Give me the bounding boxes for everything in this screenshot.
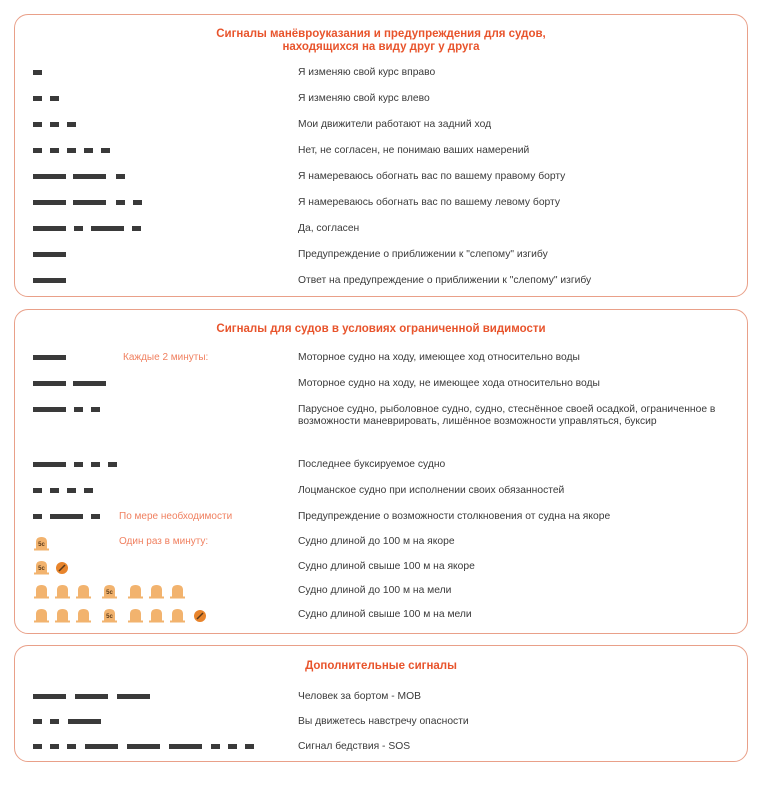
- short-blast: [50, 744, 59, 749]
- bell-label: 5c: [106, 614, 113, 620]
- short-blast: [50, 719, 59, 724]
- short-blast: [74, 226, 83, 231]
- long-blast: [169, 744, 202, 749]
- title-line-2: находящихся на виду друг у друга: [282, 41, 480, 53]
- long-blast: [33, 407, 66, 412]
- short-blast: [67, 148, 76, 153]
- short-blast: [74, 407, 83, 412]
- long-blast: [33, 355, 66, 360]
- short-blast: [67, 488, 76, 493]
- short-blast: [74, 462, 83, 467]
- signal-description: Я намереваюсь обогнать вас по вашему левому борту: [298, 197, 561, 208]
- signal-description: Моторное судно на ходу, имеющее ход относительно воды: [298, 352, 580, 363]
- signal-description: Судно длиной до 100 м на мели: [298, 585, 452, 596]
- gong-icon: [55, 561, 69, 575]
- long-blast: [117, 694, 150, 699]
- signal-description: Нет, не согласен, не понимаю ваших намерений: [298, 145, 530, 156]
- bell-stroke-icon: [148, 584, 165, 599]
- short-blast: [33, 488, 42, 493]
- signal-description: Вы движетесь навстречу опасности: [298, 716, 469, 727]
- bell-5s-icon: [101, 608, 118, 623]
- signal-description: Мои движители работают на задний ход: [298, 119, 492, 130]
- short-blast: [67, 122, 76, 127]
- gong-icon: [193, 609, 207, 623]
- bell-stroke-icon: [33, 584, 50, 599]
- long-blast: [33, 462, 66, 467]
- short-blast: [116, 200, 125, 205]
- short-blast: [33, 719, 42, 724]
- short-blast: [108, 462, 117, 467]
- bell-stroke-icon: [169, 584, 186, 599]
- short-blast: [91, 514, 100, 519]
- signal-interval-note: По мере необходимости: [119, 511, 233, 522]
- long-blast: [68, 719, 101, 724]
- signal-description: Предупреждение о приближении к "слепому" изгибу: [298, 249, 548, 260]
- bell-stroke-icon: [33, 608, 50, 623]
- short-blast: [50, 148, 59, 153]
- bell-stroke-icon: [148, 608, 165, 623]
- long-blast: [33, 174, 66, 179]
- signal-description: Предупреждение о возможности столкновения от судна на якоре: [298, 511, 611, 522]
- short-blast: [211, 744, 220, 749]
- long-blast: [85, 744, 118, 749]
- bell-5s-icon: [33, 560, 50, 575]
- signal-description: Ответ на предупреждение о приближении к "слепому" изгибу: [298, 275, 592, 286]
- signal-description: Лоцманское судно при исполнении своих обязанностей: [298, 485, 565, 496]
- short-blast: [133, 200, 142, 205]
- signal-description: Я изменяю свой курс влево: [298, 93, 430, 104]
- long-blast: [33, 226, 66, 231]
- long-blast: [73, 174, 106, 179]
- short-blast: [33, 744, 42, 749]
- bell-5s-icon: [101, 584, 118, 599]
- long-blast: [50, 514, 83, 519]
- signal-description: Парусное судно, рыболовное судно, судно, стеснённое своей осадкой, ограниченное в возможности маневрировать, лишённое возможности управляться, буксир: [298, 404, 716, 427]
- short-blast: [101, 148, 110, 153]
- short-blast: [33, 70, 42, 75]
- short-blast: [67, 744, 76, 749]
- bell-stroke-icon: [54, 584, 71, 599]
- short-blast: [91, 462, 100, 467]
- short-blast: [50, 488, 59, 493]
- short-blast: [33, 514, 42, 519]
- short-blast: [33, 122, 42, 127]
- short-blast: [84, 488, 93, 493]
- short-blast: [50, 122, 59, 127]
- bell-stroke-icon: [127, 584, 144, 599]
- bell-stroke-icon: [75, 584, 92, 599]
- bell-label: 5c: [38, 542, 45, 548]
- restricted-visibility-panel: [14, 309, 748, 634]
- signal-interval-note: Каждые 2 минуты:: [123, 352, 209, 363]
- maneuver-signals-panel: [14, 14, 748, 297]
- short-blast: [132, 226, 141, 231]
- signal-description: Человек за бортом - MOB: [298, 691, 421, 702]
- long-blast: [75, 694, 108, 699]
- bell-label: 5c: [106, 590, 113, 596]
- maneuver-signals-title: [15, 28, 747, 54]
- short-blast: [84, 148, 93, 153]
- signal-description: Судно длиной свыше 100 м на мели: [298, 609, 472, 620]
- short-blast: [228, 744, 237, 749]
- long-blast: [33, 200, 66, 205]
- long-blast: [91, 226, 124, 231]
- short-blast: [33, 148, 42, 153]
- restricted-visibility-title: Сигналы для судов в условиях ограниченной видимости: [216, 323, 546, 335]
- signal-description: Я намереваюсь обогнать вас по вашему правому борту: [298, 171, 566, 182]
- short-blast: [33, 96, 42, 101]
- signal-description: Судно длиной свыше 100 м на якоре: [298, 561, 475, 572]
- bell-5s-icon: [33, 536, 50, 551]
- long-blast: [33, 694, 66, 699]
- long-blast: [33, 252, 66, 257]
- additional-signals-panel: [14, 645, 748, 762]
- bell-label: 5c: [38, 566, 45, 572]
- signal-description: Да, согласен: [298, 223, 360, 234]
- long-blast: [73, 200, 106, 205]
- long-blast: [33, 381, 66, 386]
- short-blast: [116, 174, 125, 179]
- short-blast: [91, 407, 100, 412]
- title-line-1: Сигналы манёвроуказания и предупреждения для судов,: [216, 28, 546, 40]
- signal-description: Последнее буксируемое судно: [298, 459, 446, 470]
- signal-description: Я изменяю свой курс вправо: [298, 67, 436, 78]
- long-blast: [73, 381, 106, 386]
- bell-stroke-icon: [54, 608, 71, 623]
- signal-description: Судно длиной до 100 м на якоре: [298, 536, 455, 547]
- signal-interval-note: Один раз в минуту:: [119, 536, 209, 547]
- long-blast: [127, 744, 160, 749]
- signal-description: Сигнал бедствия - SOS: [298, 741, 411, 752]
- bell-stroke-icon: [75, 608, 92, 623]
- long-blast: [33, 278, 66, 283]
- signal-description: Моторное судно на ходу, не имеющее хода относительно воды: [298, 378, 600, 389]
- short-blast: [50, 96, 59, 101]
- additional-signals-title: Дополнительные сигналы: [305, 660, 457, 672]
- short-blast: [245, 744, 254, 749]
- bell-stroke-icon: [127, 608, 144, 623]
- bell-stroke-icon: [169, 608, 186, 623]
